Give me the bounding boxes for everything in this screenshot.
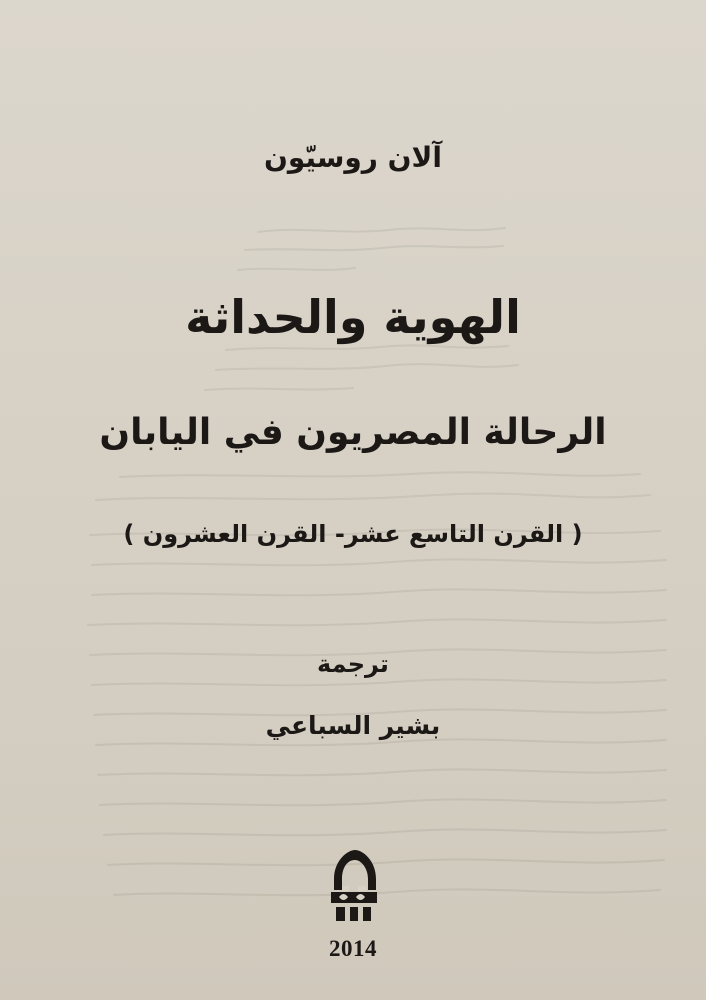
publisher-logo-icon: [318, 846, 390, 926]
time-period: ( القرن التاسع عشر- القرن العشرون ): [123, 520, 583, 548]
translation-label: ترجمة: [317, 650, 389, 678]
book-subtitle: الرحالة المصريون في اليابان: [99, 412, 607, 453]
publication-year: 2014: [329, 936, 377, 961]
book-title: الهوية والحداثة: [185, 290, 521, 344]
translator-name: بشير السباعي: [265, 711, 441, 740]
author-name: آلان روسيّون: [263, 141, 443, 174]
